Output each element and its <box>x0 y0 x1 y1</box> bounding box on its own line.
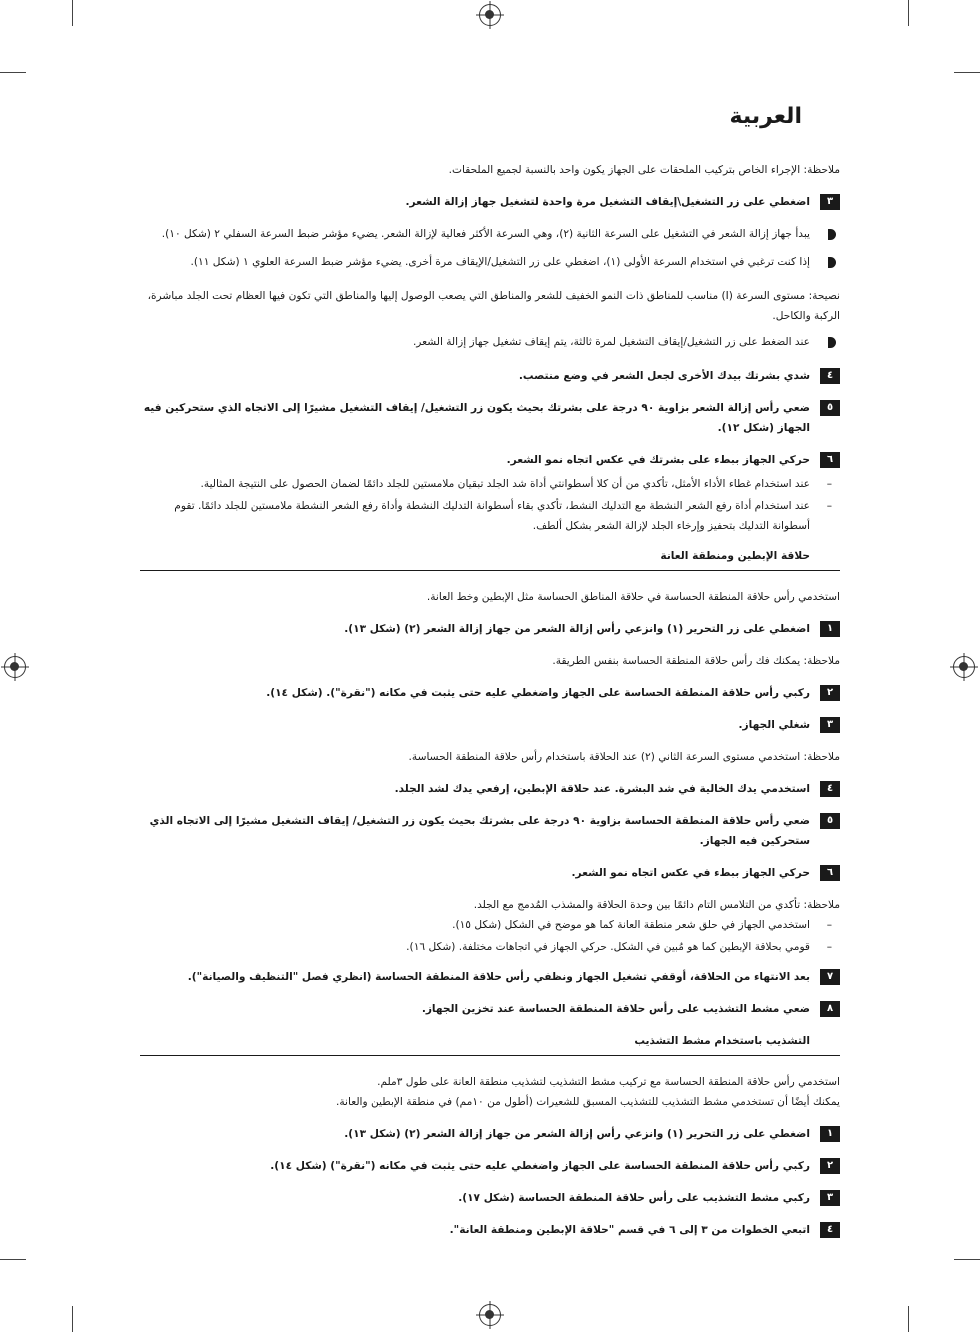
section-intro: استخدمي رأس حلاقة المنطقة الحساسة مع تركيب مشط التشذيب لتشذيب منطقة العانة على طول ٣ملم. <box>377 1076 840 1088</box>
step-item <box>140 450 840 470</box>
step-text: ركبي مشط التشذيب على رأس حلاقة المنطقة الحساسة (شكل ١٧). <box>458 1192 810 1204</box>
step-number: ٣ <box>820 1190 840 1206</box>
bullet-text: يبدأ جهاز إزالة الشعر في التشغيل على السرعة الثانية (٢)، وهي السرعة الأكثر فعالية لإزالة الشعر. يضيء مؤشر ضبط السرعة السفلي ٢ (شكل ١٠). <box>161 228 810 240</box>
dash-marker: – <box>826 500 832 512</box>
registration-mark-icon <box>953 656 975 678</box>
step-item <box>140 967 840 987</box>
step-text: حركي الجهاز ببطء في عكس اتجاه نمو الشعر. <box>571 867 810 879</box>
registration-mark-icon <box>479 4 501 26</box>
dash-marker: – <box>826 919 832 931</box>
step-text: حركي الجهاز ببطء على بشرتك في عكس اتجاه نمو الشعر. <box>506 454 810 466</box>
step-item <box>140 1220 840 1240</box>
step-item <box>140 192 840 212</box>
crop-mark <box>908 0 909 26</box>
note-text: ملاحظة: استخدمي مستوى السرعة الثاني (٢) عند الحلاقة باستخدام رأس حلاقة المنطقة الحساسة. <box>408 751 840 763</box>
crop-mark <box>908 1306 909 1332</box>
section-heading: حلاقة الإبطين ومنطقة العانة <box>140 546 840 571</box>
step-item <box>140 398 840 438</box>
bullet-text: عند الضغط على زر التشغيل/إيقاف التشغيل لمرة ثالثة، يتم إيقاف تشغيل جهاز إزالة الشعر. <box>412 336 810 348</box>
crop-mark <box>0 72 26 73</box>
step-item <box>140 863 840 883</box>
document-body <box>140 160 840 1252</box>
bullet-item <box>140 252 840 272</box>
bullet-text: إذا كنت ترغبي في استخدام السرعة الأولى (١)، اضغطي على زر التشغيل/الإيقاف مرة أخرى. يضيء مؤشر ضبط السرعة العلوي ١ (شكل ١١). <box>190 256 810 268</box>
bullet-item <box>140 332 840 352</box>
note-text: ملاحظة: يمكنك فك رأس حلاقة المنطقة الحساسة بنفس الطريقة. <box>552 655 840 667</box>
step-text: ضعي رأس حلاقة المنطقة الحساسة بزاوية ٩٠ درجة على بشرتك بحيث يكون زر التشغيل/ إيقاف التشغيل مشيرًا إلى الاتجاه الذي ستحركين فيه الجهاز. <box>149 815 810 847</box>
step-text: شغلي الجهاز. <box>738 719 810 731</box>
step-item <box>140 683 840 703</box>
note-text: ملاحظة: تأكدي من التلامس التام دائمًا بين وحدة الحلاقة والمشذب المُدمج مع الجلد. <box>473 899 840 911</box>
step-number: ٢ <box>820 685 840 701</box>
crop-mark <box>72 0 73 26</box>
bullet-item <box>140 224 840 244</box>
dash-marker: – <box>826 941 832 953</box>
section-heading: التشذيب باستخدام مشط التشذيب <box>140 1031 840 1056</box>
step-item <box>140 619 840 639</box>
step-text: استخدمي يدك الخالية في شد البشرة. عند حلاقة الإبطين، إرفعي يدك لشد الجلد. <box>394 783 810 795</box>
crop-mark <box>954 1259 980 1260</box>
step-text: اضغطي على زر التحرير (١) وانزعي رأس إزالة الشعر من جهاز إزالة الشعر (٢) (شكل ١٣). <box>344 1128 810 1140</box>
bullet-icon <box>828 257 836 268</box>
step-number: ٧ <box>820 969 840 985</box>
crop-mark <box>0 1259 26 1260</box>
step-number: ٦ <box>820 452 840 468</box>
step-text: اضغطي على زر التحرير (١) وانزعي رأس إزالة الشعر من جهاز إزالة الشعر (٢) (شكل ١٣). <box>344 623 810 635</box>
step-item <box>140 366 840 386</box>
step-item <box>140 715 840 735</box>
crop-mark <box>954 72 980 73</box>
step-item <box>140 1124 840 1144</box>
registration-mark-icon <box>4 656 26 678</box>
step-text: ضعي مشط التشذيب على رأس حلاقة المنطقة الحساسة عند تخزين الجهاز. <box>421 1003 810 1015</box>
step-number: ٤ <box>820 781 840 797</box>
step-number: ٥ <box>820 813 840 829</box>
step-number: ٣ <box>820 194 840 210</box>
dash-item <box>140 496 840 536</box>
step-item <box>140 1188 840 1208</box>
dash-text: عند استخدام غطاء الأداء الأمثل، تأكدي من أن كلا أسطوانتي أداة شد الجلد تبقيان ملامستين للجلد دائمًا لضمان الحصول على النتيجة المثالية. <box>200 478 810 490</box>
dash-item <box>140 937 840 957</box>
dash-item <box>140 474 840 494</box>
step-number: ٥ <box>820 400 840 416</box>
step-text: ضعي رأس إزالة الشعر بزاوية ٩٠ درجة على بشرتك بحيث يكون زر التشغيل/ إيقاف التشغيل مشيرًا إلى الاتجاه الذي ستحركين فيه الجهاز (شكل ١٢). <box>143 402 810 434</box>
note-text: ملاحظة: الإجراء الخاص بتركيب الملحقات على الجهاز يكون واحد بالنسبة لجميع الملحقات. <box>448 164 840 176</box>
step-text: ركبي رأس حلاقة المنطقة الحساسة على الجهاز واضغطي عليه حتى يثبت في مكانه ("نقرة"). (شكل ١٤). <box>266 687 810 699</box>
dash-text: عند استخدام أداة رفع الشعر النشطة مع التدليك النشط، تأكدي بقاء أسطوانة التدليك النشطة وأداة رفع الشعر النشطة ملامستين للجلد دائمًا. تقوم أسطوانة التدليك بتحفيز وإرخاء الجلد لإزالة الشعر بشكل ألطف. <box>174 500 810 532</box>
step-number: ٤ <box>820 1222 840 1238</box>
step-number: ١ <box>820 1126 840 1142</box>
dash-text: استخدمي الجهاز في حلق شعر منطقة العانة كما هو موضح في الشكل (شكل ١٥). <box>452 919 810 931</box>
dash-marker: – <box>826 478 832 490</box>
dash-text: قومي بحلاقة الإبطين كما هو مُبين في الشكل. حركي الجهاز في اتجاهات مختلفة. (شكل ١٦). <box>406 941 810 953</box>
step-item <box>140 999 840 1019</box>
crop-mark <box>72 1306 73 1332</box>
section-intro: استخدمي رأس حلاقة المنطقة الحساسة في حلاقة المناطق الحساسة مثل الإبطين وخط العانة. <box>426 591 840 603</box>
step-number: ١ <box>820 621 840 637</box>
step-item <box>140 811 840 851</box>
page-title: العربية <box>729 104 802 129</box>
step-text: اتبعي الخطوات من ٣ إلى ٦ في قسم "حلاقة الإبطين ومنطقة العانة". <box>449 1224 810 1236</box>
step-text: اضغطي على زر التشغيل\إيقاف التشغيل مرة واحدة لتشغيل جهاز إزالة الشعر. <box>405 196 810 208</box>
step-item <box>140 779 840 799</box>
section-intro: يمكنك أيضًا أن تستخدمي مشط التشذيب للتشذيب المسبق للشعيرات (أطول من ١٠مم) في منطقة الإبطين والعانة. <box>336 1096 840 1108</box>
step-number: ٦ <box>820 865 840 881</box>
step-number: ٤ <box>820 368 840 384</box>
step-text: شدي بشرتك بيدك الأخرى لجعل الشعر في وضع منتصب. <box>518 370 810 382</box>
step-number: ٨ <box>820 1001 840 1017</box>
registration-mark-icon <box>479 1304 501 1326</box>
step-number: ٣ <box>820 717 840 733</box>
step-text: بعد الانتهاء من الحلاقة، أوقفي تشغيل الجهاز ونظفي رأس حلاقة المنطقة الحساسة (انظري فصل "التنظيف والصيانة"). <box>187 971 810 983</box>
step-text: ركبي رأس حلاقة المنطقة الحساسة على الجهاز واضغطي عليه حتى يثبت في مكانه ("نقرة") (شكل ١٤). <box>270 1160 810 1172</box>
step-item <box>140 1156 840 1176</box>
bullet-icon <box>828 337 836 348</box>
bullet-icon <box>828 229 836 240</box>
tip-text: نصيحة: مستوى السرعة (I) مناسب للمناطق ذات النمو الخفيف للشعر والمناطق التي يصعب الوصول إليها والمناطق التي تكون فيها العظام تحت الجلد مباشرة، الركبة والكاحل. <box>147 290 840 322</box>
step-number: ٢ <box>820 1158 840 1174</box>
dash-item <box>140 915 840 935</box>
